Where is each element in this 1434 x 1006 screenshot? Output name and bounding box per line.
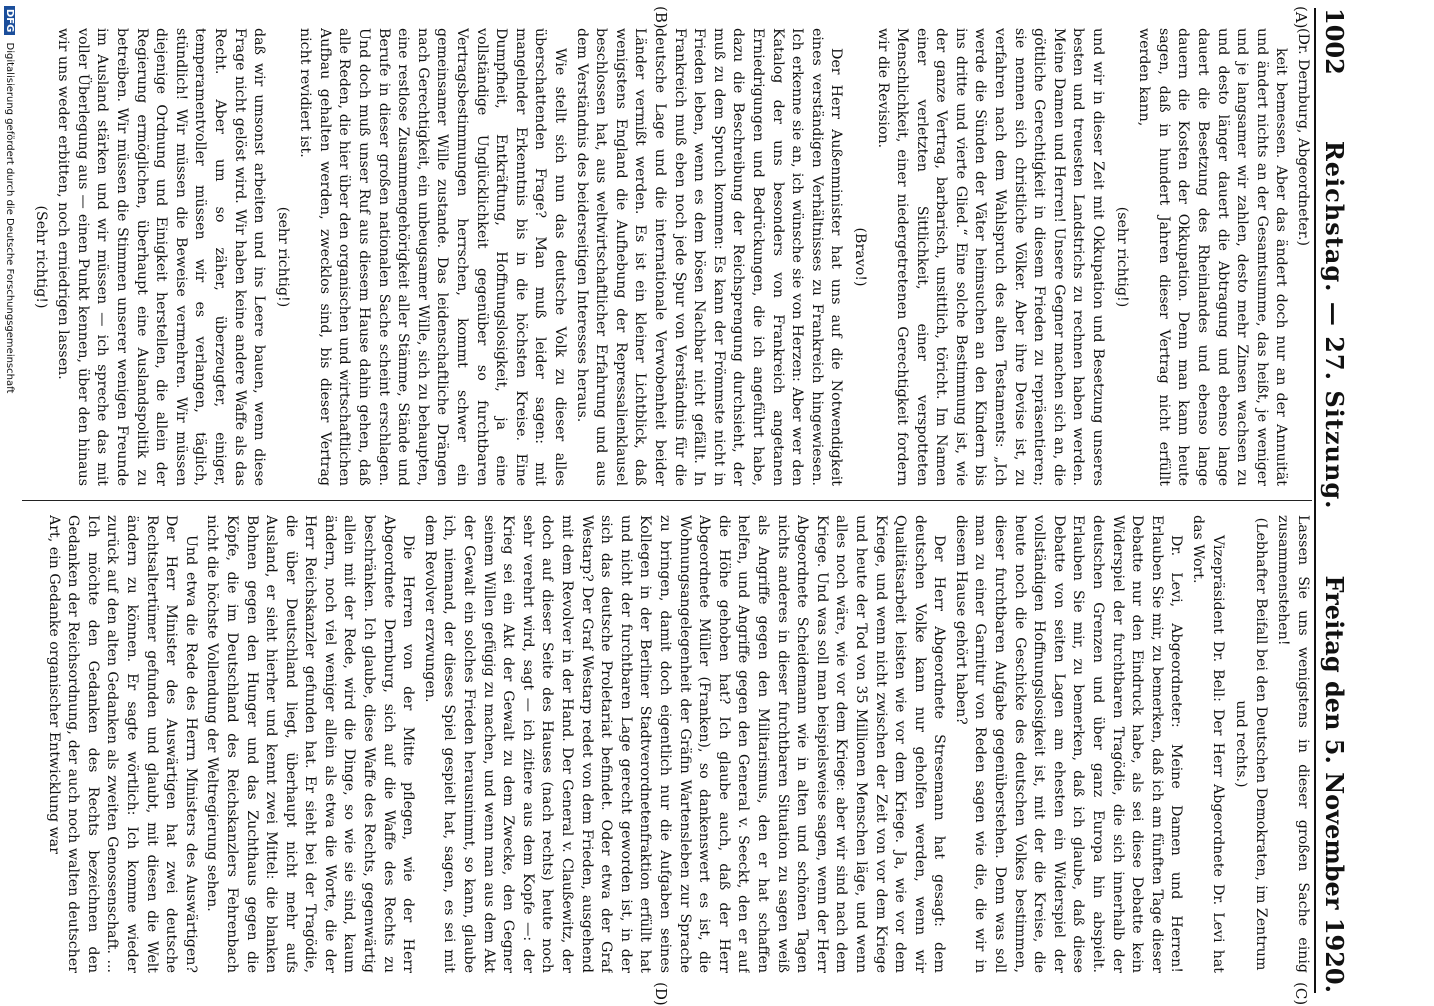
right-text-column — [27, 515, 1312, 973]
paragraph: keit bemessen. Aber das ändert doch nur an der Annuität und ändert nichts an der Gesamtsumme, das heißt, je weniger und je langsamer wir zahlen, desto mehr Zinsen wachsen zu und desto länger dauert die Abtragung und ebenso lange dauert die Besetzung des Rheinlandes und ebenso lange dauern die Kosten der Okkupation. Denn man kann heute sagen, daß in hundert Jahren dieser Vertrag nicht erfüllt werden kann, — [1136, 28, 1290, 486]
margin-marker-a: (A) — [1292, 6, 1310, 29]
footer-credit — [4, 0, 15, 1006]
paragraph: Lassen Sie uns wenigstens in dieser großen Sache einig zusammenstehen! — [1275, 515, 1311, 973]
paragraph: Der Herr Außenminister hat uns auf die Notwendigkeit eines verständigen Verhältnisses zu Frankreich hingewiesen. Ich erkenne sie an, ich wünsche sie von Herzen: Aber wer den Katalog der uns besonders von Frankreich angetanen Erniedrigungen und Bedrückungen, die ich angeführt habe, dazu die Beschreibung der Reichsprengung durchsieht, der muß zu dem Spruch kommen: Es kann der Frömmste nicht in Frieden leben, wenn es dem bösen Nachbar nicht gefällt. In Frankreich muß eben noch jede Spur von Verständnis für die deutsche Lage und die internationale Verwobenheit beider Länder vermißt werden. Es ist ein kleiner Lichtblick, daß wenigstens England die Aufhebung der Repressalienklausel beschlossen hat, aus weltwirtschaftlicher Erfahrung und aus dem Verständnis des beiderseitigen Interesses heraus. — [573, 28, 845, 486]
paragraph: Der Herr Abgeordnete Stresemann hat gesagt: dem deutschen Volke kann nur geholfen werden, wenn wir Qualitätsarbeit leisten wie vor dem Kriege. Ja, wie vor dem Kriege, und wenn nicht zwischen der Zeit von vor dem Kriege und heute der Tod von 35 Millionen Menschen läge, und wenn alles noch wäre, wie vor dem Kriege: aber wir sind nach dem Kriege. Und was soll man beispielsweise sagen, wenn der Herr Abgeordnete Scheidemann wie in alten und schönen Tagen nichts anderes in dieser furchtbaren Situation zu sagen weiß als Angriffe gegen den Militarismus, den er hat schaffen helfen, und Angriffe gegen den General v. Seeckt, den er auf die Höhe gehoben hat? Ich glaube auch, daß der Herr Abgeordnete Müller (Franken), so dankenswert es ist, die Wohnungsangelegenheit der Gräfin Wartensleben zur Sprache zu bringen, damit doch eigentlich nur die Aufgaben seines Kollegen in der Berliner Stadtverordnetenfraktion erfüllt hat und nicht der furchtbaren Lage gerecht geworden ist, in der sich das deutsche Proletariat befindet. Oder etwa der Graf Westarp? Der Graf Westarp redet von dem Frieden, ausgehend mit dem Revolver in der Hand. Der General v. Claußewitz, der doch auf dieser Seite des Hauses (nach rechts) heute noch sehr verehrt wird, sagt — ich zitiere aus dem Kopfe —: der Krieg sei ein Akt der Gewalt zu dem Zwecke, den Gegner seinem Willen gefügig zu machen, und wenn man aus dem Akt der Gewalt ein solches Frieden herausnimmt, so kann, glaube ich, niemand, der dieses Spiel gespielt hat, sagen, es sei mit dem Revolver erzwungen. — [421, 515, 948, 973]
paragraph: (Dr. Dernburg, Abgeordneter.) — [1295, 28, 1311, 247]
margin-marker-b: (B) — [652, 6, 670, 29]
paragraph: (Lebhafter Beifall bei den Deutschen Demokraten, im Zentrum und rechts.) — [1233, 517, 1269, 971]
paragraph: (Sehr richtig!) — [32, 205, 49, 309]
dfg-logo: DFG — [4, 6, 15, 35]
column-divider — [22, 500, 1312, 501]
paragraph: (Bravo!) — [851, 227, 868, 287]
header-date: Freitag den 5. November 1920. — [1320, 575, 1349, 993]
paragraph: Dr. Levi, Abgeordneter: Meine Damen und Herren! Erlauben Sie mir, zu bemerken, daß ich am fünften Tage dieser Debatte nur den Eindruck habe, als sei diese Debatte kein Widerspiel der furchtbaren Tragödie, die sich innerhalb der deutschen Grenzen und über ganz Europa hin abspielt. Erlauben Sie mir, zu bemerken, daß ich glaube, daß diese Debatte von seiten Lagen am ehesten ein Widerspiel der vollständigen Hoffnungslosigkeit ist, mit der die Kreise, die heute noch die Geschicke des deutschen Volkes bestimmen, dieser furchtbaren Aufgabe gegenüberstehen. Denn was soll man zu einer Garnitur von Reden sagen wie die, die wir in diesem Hause gehört haben? — [952, 515, 1185, 973]
header-title: Reichstag. — 27. Sitzung. — [1320, 140, 1349, 510]
page-header — [1314, 8, 1360, 993]
paragraph: und wir in dieser Zeit mit Okkupation und Besetzung unseres besten und treuesten Landstrichs zu rechnen haben werden. Meine Damen und Herren! Unsere Gegner machen sich an, die göttliche Gerechtigkeit in diesem Frieden zu repräsentieren; sie nennen sich christliche Völker. Aber ihre Devise ist, zu verfahren nach dem Wahlspruch des alten Testaments: „Ich werde die Sünden der Väter heimsuchen an den Kindern bis ins dritte und vierte Glied.“ Eine solche Bestimmung ist, wie der ganze Vertrag, barbarisch, unsittlich, töricht. Im Namen einer verletzten Sittlichkeit, einer verspotteten Menschlichkeit, einer niedergetretenen Gerechtigkeit fordern wir die Revision. — [874, 28, 1107, 486]
paragraph: daß wir umsonst arbeiten und ins Leere bauen, wenn diese Frage nicht gelöst wird. Wir haben keine andere Waffe als das Recht. Aber um so zäher, überzeugter, einiger, temperamentvoller müssen wir es verlangen, täglich, stündlich! Wir müssen die Beweise vermehren. Wir müssen diejenige Ordnung und Einigkeit herstellen, die allein der Regierung ermöglichen, überhaupt eine Auslandspolitik zu betreiben. Wir müssen die Stimmen unserer wenigen Freunde im Ausland stärken und wir müssen — ich spreche das mit voller Überlegung aus — einen Punkt kennen, über den hinaus wir uns weder erbitten, noch erniedrigen lassen. — [55, 28, 268, 486]
paragraph: Und etwa die Rede des Herrn Ministers des Auswärtigen? Der Herr Minister des Auswärtigen hat zwei deutsche Rechtsaltertümer gefunden und glaubt, mit diesen die Welt ändern zu können. Er sagte wörtlich: Ich komme wieder zurück auf den alten Gedanken als zweiten Genossenschaft. ... Ich möchte den Gedanken des Rechts bezeichnen den Gedanken der Reichsordnung, der auch noch walten deutscher Art, ein Gedanke organischer Entwicklung war — [45, 515, 199, 973]
paragraph: Die Herren von der Mitte pflegen, wie der Herr Abgeordnete Dernburg, sich auf die Waffe des Rechts zu beschränken. Ich glaube, diese Waffe des Rechts, gegenwärtig allein mit der Rede, wird die Dinge, so wie sie sind, kaum ändern, noch viel weniger allein als etwa die Worte, die der Herr Reichskanzler gefunden hat. Er sieht bei der Tragödie, die über Deutschland liegt, überhaupt nicht mehr aufs Ausland, er sieht hierher und kennt zwei Mittel: die blanken Bohnen gegen den Hunger und das Zuchthaus gegen die Köpfe, die im Deutschland des Reichskanzlers Fehrenbach nicht die höchste Vollendung der Weltregierung sehen. — [204, 515, 417, 973]
page-number: 1002 — [1320, 8, 1349, 75]
footer-text: Digitalisierung gefördert durch die Deutsche Forschungsgemeinschaft — [4, 42, 15, 394]
left-text-column — [27, 28, 1312, 486]
margin-marker-d: (D) — [652, 982, 670, 1006]
paragraph: (sehr richtig!) — [274, 206, 291, 308]
paragraph: (sehr richtig!) — [1113, 206, 1130, 308]
paragraph: Vizepräsident Dr. Bell: Der Herr Abgeordnete Dr. Levi hat das Wort. — [1190, 515, 1226, 973]
margin-marker-c: (C) — [1292, 982, 1310, 1006]
paragraph: Wie stellt sich nun das deutsche Volk zu dieser alles überschattenden Frage? Man muß leider sagen: mit mangelnder Erkenntnis bis in die höchsten Kreise. Eine Dumpfheit, Entkräftung, Hoffnungslosigkeit, ja eine vollständige Unglücklichkeit gegenüber so furchtbaren Vertragsbestimmungen herrschen, kommt schwer ein gemeinsamer Wille zustande. Das leidenschaftliche Drängen nach Gerechtigkeit, ein unbeugsamer Wille, sich zu behaupten, eine restlose Zusammengehörigkeit aller Stämme, Stände und Berufe in dieser großen nationalen Sache scheint erschlagen. Und doch muß unser Ruf aus diesem Hause dahin gehen, daß alle Reden, die hier über den organischen und wirtschaftlichen Aufbau gehalten werden, zwecklos sind, bis dieser Vertrag nicht revidiert ist. — [297, 28, 569, 486]
